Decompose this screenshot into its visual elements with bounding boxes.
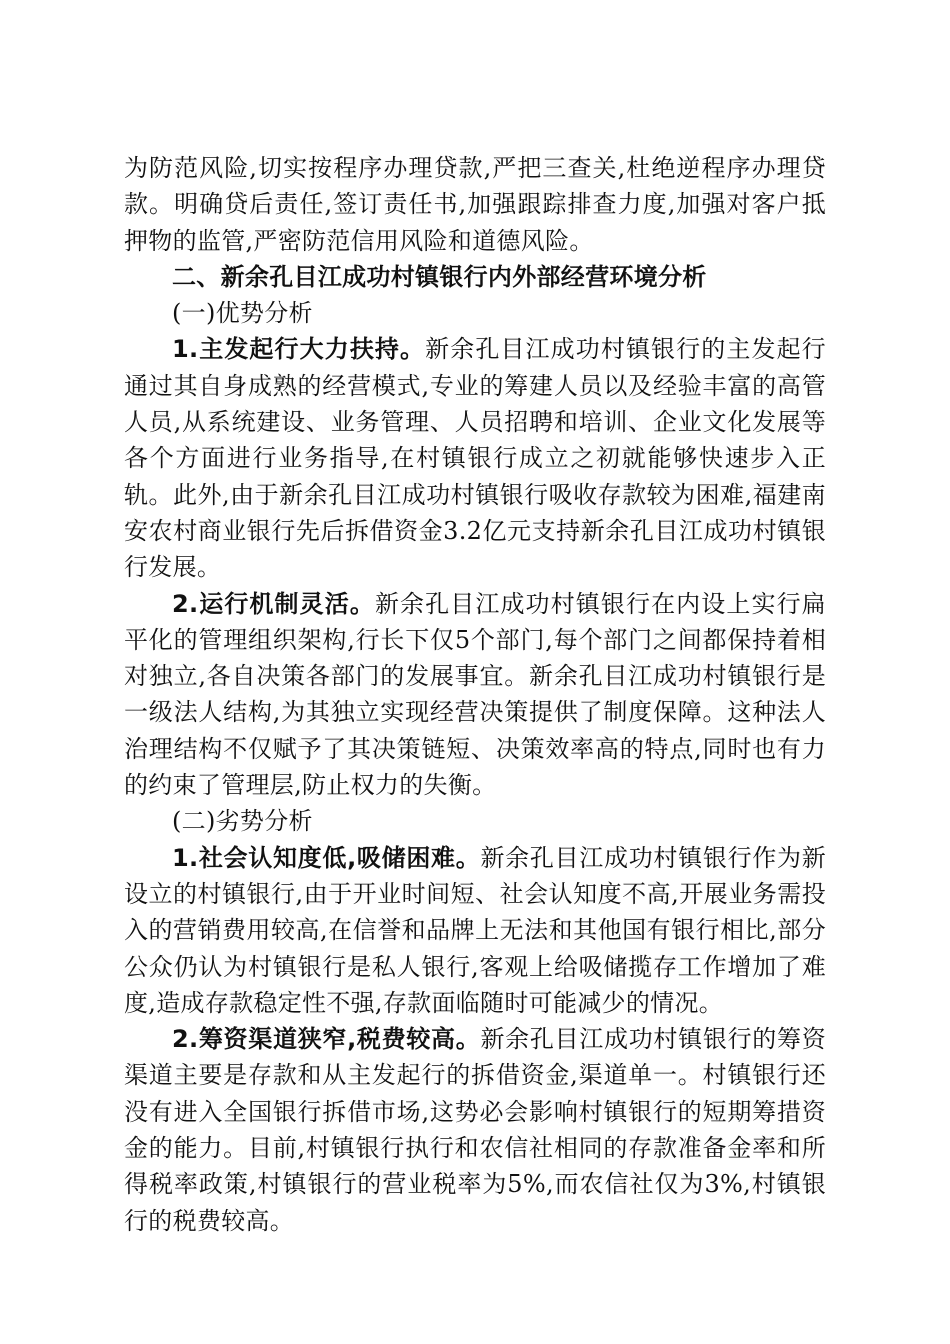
paragraph-lead: 2.筹资渠道狭窄,税费较高。 [172, 1025, 481, 1054]
paragraph-advantage-2 [124, 586, 826, 804]
paragraph-text: 新余孔目江成功村镇银行的筹资渠道主要是存款和从主发起行的拆借资金,渠道单一。村镇银行还没有进入全国银行拆借市场,这势必会影响村镇银行的短期筹措资金的能力。目前,村镇银行执行和农信社相同的存款准备金率和所得税率政策,村镇银行的营业税率为5%,而农信社仅为3%,村镇银行的税费较高。 [124, 1025, 826, 1235]
intro-paragraph: 为防范风险,切实按程序办理贷款,严把三查关,杜绝逆程序办理贷款。明确贷后责任,签订责任书,加强跟踪排查力度,加强对客户抵押物的监管,严密防范信用风险和道德风险。 [124, 154, 826, 255]
paragraph-text: 新余孔目江成功村镇银行作为新设立的村镇银行,由于开业时间短、社会认知度不高,开展业务需投入的营销费用较高,在信誉和品牌上无法和其他国有银行相比,部分公众仍认为村镇银行是私人银行,客观上给吸储揽存工作增加了难度,造成存款稳定性不强,存款面临随时可能减少的情况。 [124, 843, 826, 1017]
paragraph-lead: 1.社会认知度低,吸储困难。 [172, 843, 481, 872]
subsection-heading-advantages: (一)优势分析 [172, 299, 313, 328]
paragraph-disadvantage-2 [124, 1021, 826, 1239]
paragraph-disadvantage-1 [124, 840, 826, 1021]
subsection-heading-disadvantages: (二)劣势分析 [172, 807, 313, 836]
paragraph-text: 新余孔目江成功村镇银行的主发起行通过其自身成熟的经营模式,专业的筹建人员以及经验丰富的高管人员,从系统建设、业务管理、人员招聘和培训、企业文化发展等各个方面进行业务指导,在村镇银行成立之初就能够快速步入正轨。此外,由于新余孔目江成功村镇银行吸收存款较为困难,福建南安农村商业银行先后拆借资金3.2亿元支持新余孔目江成功村镇银行发展。 [124, 335, 826, 582]
section-heading: 二、新余孔目江成功村镇银行内外部经营环境分析 [172, 262, 707, 291]
paragraph-lead: 2.运行机制灵活。 [172, 589, 375, 618]
paragraph-lead: 1.主发起行大力扶持。 [172, 335, 426, 364]
paragraph-advantage-1 [124, 331, 826, 585]
document-body [124, 150, 826, 1239]
paragraph-text: 新余孔目江成功村镇银行在内设上实行扁平化的管理组织架构,行长下仅5个部门,每个部门之间都保持着相对独立,各自决策各部门的发展事宜。新余孔目江成功村镇银行是一级法人结构,为其独立实现经营决策提供了制度保障。这种法人治理结构不仅赋予了其决策链短、决策效率高的特点,同时也有力的约束了管理层,防止权力的失衡。 [124, 589, 826, 800]
